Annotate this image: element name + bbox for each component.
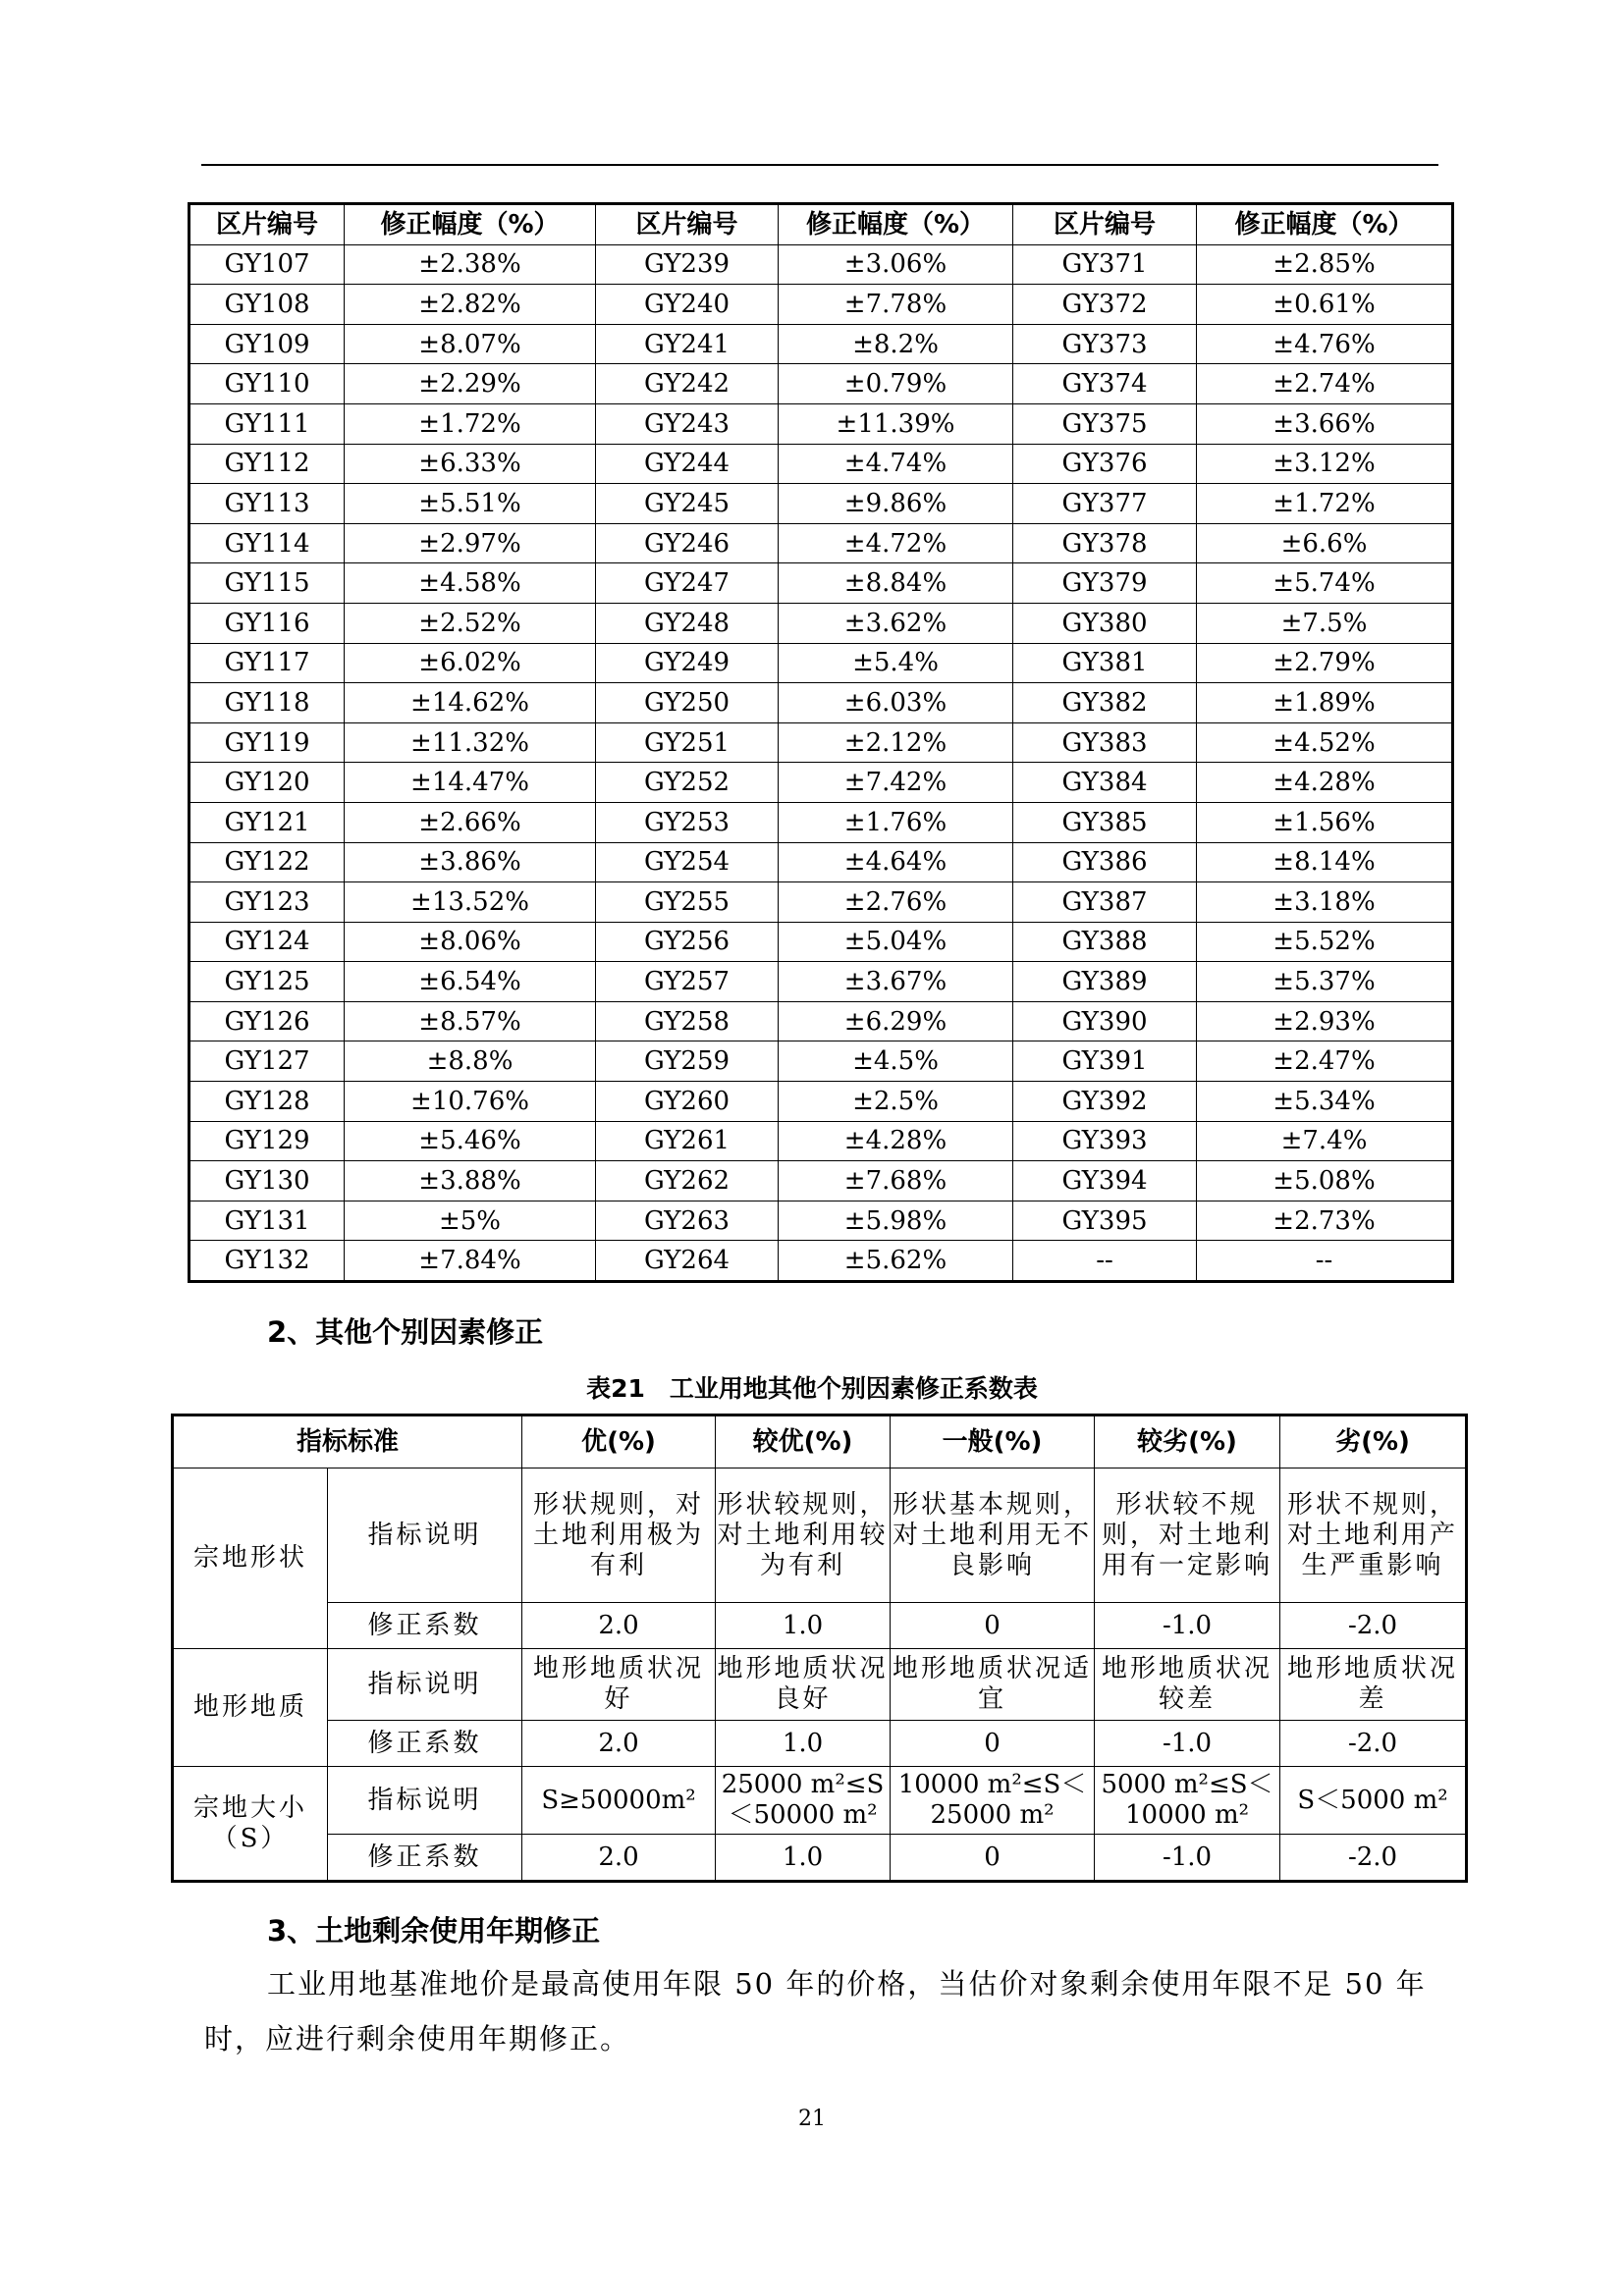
correction-range-cell: ±2.93% xyxy=(1197,1001,1453,1041)
correction-range-cell: ±5.52% xyxy=(1197,922,1453,962)
column-header-level: 较优(%) xyxy=(716,1415,891,1468)
zone-code-cell: GY248 xyxy=(596,603,779,643)
cell: 2.0 xyxy=(522,1835,716,1882)
correction-range-cell: ±5.74% xyxy=(1197,563,1453,604)
correction-range-cell: ±14.62% xyxy=(345,683,596,723)
correction-range-cell: ±8.8% xyxy=(345,1041,596,1082)
column-header-level: 较劣(%) xyxy=(1095,1415,1280,1468)
zone-code-cell: GY371 xyxy=(1013,244,1197,285)
cell: 10000 m²≤S＜25000 m² xyxy=(891,1767,1095,1835)
zone-code-cell: GY381 xyxy=(1013,643,1197,683)
zone-code-cell: GY127 xyxy=(189,1041,345,1082)
cell: 0 xyxy=(891,1721,1095,1767)
zone-code-cell: GY130 xyxy=(189,1161,345,1201)
zone-code-cell: GY256 xyxy=(596,922,779,962)
correction-range-cell: ±3.67% xyxy=(779,962,1013,1002)
zone-code-cell: GY258 xyxy=(596,1001,779,1041)
correction-range-cell: ±2.12% xyxy=(779,722,1013,763)
zone-code-cell: GY112 xyxy=(189,444,345,484)
zone-code-cell: GY244 xyxy=(596,444,779,484)
table-row xyxy=(189,484,1453,524)
zone-code-cell: GY108 xyxy=(189,285,345,325)
zone-code-cell: GY125 xyxy=(189,962,345,1002)
table-row xyxy=(189,763,1453,803)
table-header-row xyxy=(189,204,1453,245)
factor-name xyxy=(173,1767,328,1882)
zone-code-cell: GY257 xyxy=(596,962,779,1002)
cell: 2.0 xyxy=(522,1603,716,1649)
correction-range-cell: ±1.56% xyxy=(1197,802,1453,842)
zone-code-cell: GY377 xyxy=(1013,484,1197,524)
zone-code-cell: GY254 xyxy=(596,842,779,882)
table-row xyxy=(189,643,1453,683)
correction-range-cell: ±4.28% xyxy=(1197,763,1453,803)
zone-code-cell: GY395 xyxy=(1013,1201,1197,1241)
table-caption: 表21 工业用地其他个别因素修正系数表 xyxy=(586,1374,1038,1403)
table-row xyxy=(189,1161,1453,1201)
zone-code-cell: GY263 xyxy=(596,1201,779,1241)
correction-range-cell: ±4.52% xyxy=(1197,722,1453,763)
correction-range-cell: -- xyxy=(1197,1241,1453,1282)
zone-code-cell: GY245 xyxy=(596,484,779,524)
table-row xyxy=(189,922,1453,962)
zone-code-cell: GY383 xyxy=(1013,722,1197,763)
cell: 5000 m²≤S＜10000 m² xyxy=(1095,1767,1280,1835)
zone-code-cell: GY132 xyxy=(189,1241,345,1282)
correction-range-cell: ±5.51% xyxy=(345,484,596,524)
cell: -2.0 xyxy=(1280,1603,1467,1649)
cell: -1.0 xyxy=(1095,1603,1280,1649)
zone-code-cell: GY259 xyxy=(596,1041,779,1082)
correction-range-cell: ±6.02% xyxy=(345,643,596,683)
zone-code-cell: GY241 xyxy=(596,324,779,364)
row-label: 修正系数 xyxy=(328,1721,522,1767)
correction-range-cell: ±11.39% xyxy=(779,403,1013,444)
correction-range-cell: ±5.37% xyxy=(1197,962,1453,1002)
zone-code-cell: GY394 xyxy=(1013,1161,1197,1201)
cell: 形状不规则，对土地利用产生严重影响 xyxy=(1280,1468,1467,1603)
zone-code-cell: GY388 xyxy=(1013,922,1197,962)
column-header: 修正幅度（%） xyxy=(779,204,1013,245)
table-row xyxy=(189,444,1453,484)
correction-range-cell: ±4.5% xyxy=(779,1041,1013,1082)
zone-code-cell: GY374 xyxy=(1013,364,1197,404)
column-header-level: 一般(%) xyxy=(891,1415,1095,1468)
cell: 地形地质状况良好 xyxy=(716,1649,891,1721)
table-row xyxy=(189,1201,1453,1241)
zone-code-cell: GY111 xyxy=(189,403,345,444)
table-row xyxy=(189,523,1453,563)
row-label: 指标说明 xyxy=(328,1468,522,1603)
row-label: 指标说明 xyxy=(328,1649,522,1721)
correction-range-cell: ±8.07% xyxy=(345,324,596,364)
cell: 1.0 xyxy=(716,1721,891,1767)
cell: 地形地质状况差 xyxy=(1280,1649,1467,1721)
zone-code-cell: GY390 xyxy=(1013,1001,1197,1041)
zone-code-cell: GY264 xyxy=(596,1241,779,1282)
correction-range-cell: ±8.57% xyxy=(345,1001,596,1041)
table-row xyxy=(189,324,1453,364)
correction-range-cell: ±2.82% xyxy=(345,285,596,325)
table-body xyxy=(189,244,1453,1281)
table-row xyxy=(189,842,1453,882)
cell: -1.0 xyxy=(1095,1721,1280,1767)
correction-range-cell: ±6.29% xyxy=(779,1001,1013,1041)
zone-code-cell: GY114 xyxy=(189,523,345,563)
correction-range-cell: ±6.33% xyxy=(345,444,596,484)
zone-code-cell: GY115 xyxy=(189,563,345,604)
correction-range-cell: ±4.72% xyxy=(779,523,1013,563)
correction-range-cell: ±5% xyxy=(345,1201,596,1241)
factor-name-line: （S） xyxy=(211,1823,290,1853)
zone-code-cell: GY240 xyxy=(596,285,779,325)
correction-range-cell: ±5.98% xyxy=(779,1201,1013,1241)
correction-range-cell: ±6.6% xyxy=(1197,523,1453,563)
cell: 形状较不规则，对土地利用有一定影响 xyxy=(1095,1468,1280,1603)
correction-range-cell: ±2.79% xyxy=(1197,643,1453,683)
cell: 2.0 xyxy=(522,1721,716,1767)
column-header-indicator: 指标标准 xyxy=(173,1415,522,1468)
correction-range-cell: ±3.88% xyxy=(345,1161,596,1201)
zone-code-cell: GY123 xyxy=(189,882,345,923)
zone-code-cell: GY110 xyxy=(189,364,345,404)
zone-code-cell: GY373 xyxy=(1013,324,1197,364)
correction-range-cell: ±4.58% xyxy=(345,563,596,604)
correction-range-cell: ±2.97% xyxy=(345,523,596,563)
zone-code-cell: GY386 xyxy=(1013,842,1197,882)
table-row xyxy=(173,1835,1467,1882)
zone-code-cell: GY121 xyxy=(189,802,345,842)
correction-range-cell: ±2.66% xyxy=(345,802,596,842)
correction-range-cell: ±5.34% xyxy=(1197,1082,1453,1122)
zone-code-cell: GY242 xyxy=(596,364,779,404)
correction-range-cell: ±4.64% xyxy=(779,842,1013,882)
zone-code-cell: GY380 xyxy=(1013,603,1197,643)
table-row xyxy=(189,1241,1453,1282)
table-row xyxy=(173,1767,1467,1835)
zone-code-cell: GY392 xyxy=(1013,1082,1197,1122)
zone-code-cell: GY255 xyxy=(596,882,779,923)
correction-range-cell: ±1.72% xyxy=(345,403,596,444)
table-row xyxy=(189,603,1453,643)
cell: 地形地质状况较差 xyxy=(1095,1649,1280,1721)
correction-range-cell: ±3.86% xyxy=(345,842,596,882)
cell: 形状基本规则，对土地利用无不良影响 xyxy=(891,1468,1095,1603)
correction-range-cell: ±3.18% xyxy=(1197,882,1453,923)
section-heading: 3、土地剩余使用年期修正 xyxy=(267,1914,601,1948)
correction-range-cell: ±5.62% xyxy=(779,1241,1013,1282)
correction-range-cell: ±3.66% xyxy=(1197,403,1453,444)
zone-code-cell: GY128 xyxy=(189,1082,345,1122)
correction-range-cell: ±5.4% xyxy=(779,643,1013,683)
table-row xyxy=(189,882,1453,923)
column-header: 修正幅度（%） xyxy=(1197,204,1453,245)
column-header: 区片编号 xyxy=(1013,204,1197,245)
correction-range-cell: ±2.85% xyxy=(1197,244,1453,285)
correction-range-cell: ±7.5% xyxy=(1197,603,1453,643)
correction-range-cell: ±2.74% xyxy=(1197,364,1453,404)
zone-code-cell: GY260 xyxy=(596,1082,779,1122)
correction-range-table xyxy=(188,202,1454,1283)
table-row xyxy=(189,722,1453,763)
cell: 1.0 xyxy=(716,1603,891,1649)
zone-code-cell: GY372 xyxy=(1013,285,1197,325)
zone-code-cell: GY116 xyxy=(189,603,345,643)
cell: 地形地质状况好 xyxy=(522,1649,716,1721)
correction-range-cell: ±2.52% xyxy=(345,603,596,643)
correction-range-cell: ±2.29% xyxy=(345,364,596,404)
zone-code-cell: GY129 xyxy=(189,1121,345,1161)
table-header-row xyxy=(173,1415,1467,1468)
cell: S＜5000 m² xyxy=(1280,1767,1467,1835)
column-header: 区片编号 xyxy=(596,204,779,245)
factor-name: 宗地形状 xyxy=(173,1468,328,1649)
table-row xyxy=(189,364,1453,404)
zone-code-cell: GY375 xyxy=(1013,403,1197,444)
zone-code-cell: GY122 xyxy=(189,842,345,882)
zone-code-cell: -- xyxy=(1013,1241,1197,1282)
factor-name: 地形地质 xyxy=(173,1649,328,1767)
table-row xyxy=(189,1121,1453,1161)
table-row xyxy=(189,802,1453,842)
section-heading: 2、其他个别因素修正 xyxy=(267,1315,544,1349)
zone-code-cell: GY243 xyxy=(596,403,779,444)
zone-code-cell: GY378 xyxy=(1013,523,1197,563)
zone-code-cell: GY107 xyxy=(189,244,345,285)
zone-code-cell: GY384 xyxy=(1013,763,1197,803)
correction-range-cell: ±1.76% xyxy=(779,802,1013,842)
correction-range-cell: ±8.06% xyxy=(345,922,596,962)
table-row xyxy=(189,1082,1453,1122)
column-header: 区片编号 xyxy=(189,204,345,245)
column-header-level: 优(%) xyxy=(522,1415,716,1468)
correction-range-cell: ±7.42% xyxy=(779,763,1013,803)
zone-code-cell: GY261 xyxy=(596,1121,779,1161)
correction-range-cell: ±2.73% xyxy=(1197,1201,1453,1241)
table-row xyxy=(189,244,1453,285)
zone-code-cell: GY239 xyxy=(596,244,779,285)
correction-range-cell: ±3.12% xyxy=(1197,444,1453,484)
zone-code-cell: GY389 xyxy=(1013,962,1197,1002)
correction-range-cell: ±11.32% xyxy=(345,722,596,763)
cell: 形状规则，对土地利用极为有利 xyxy=(522,1468,716,1603)
cell: 0 xyxy=(891,1603,1095,1649)
zone-code-cell: GY109 xyxy=(189,324,345,364)
correction-range-cell: ±5.04% xyxy=(779,922,1013,962)
column-header: 修正幅度（%） xyxy=(345,204,596,245)
page-number: 21 xyxy=(798,2107,826,2131)
table-row xyxy=(189,563,1453,604)
correction-range-cell: ±4.74% xyxy=(779,444,1013,484)
table-row xyxy=(189,403,1453,444)
correction-range-cell: ±2.76% xyxy=(779,882,1013,923)
correction-range-cell: ±13.52% xyxy=(345,882,596,923)
correction-range-cell: ±7.78% xyxy=(779,285,1013,325)
correction-range-cell: ±5.08% xyxy=(1197,1161,1453,1201)
zone-code-cell: GY391 xyxy=(1013,1041,1197,1082)
zone-code-cell: GY250 xyxy=(596,683,779,723)
row-label: 指标说明 xyxy=(328,1767,522,1835)
zone-code-cell: GY246 xyxy=(596,523,779,563)
cell: 地形地质状况适宜 xyxy=(891,1649,1095,1721)
correction-range-cell: ±8.14% xyxy=(1197,842,1453,882)
row-label: 修正系数 xyxy=(328,1835,522,1882)
cell: -2.0 xyxy=(1280,1835,1467,1882)
cell: 0 xyxy=(891,1835,1095,1882)
zone-code-cell: GY249 xyxy=(596,643,779,683)
zone-code-cell: GY379 xyxy=(1013,563,1197,604)
correction-range-cell: ±5.46% xyxy=(345,1121,596,1161)
zone-code-cell: GY113 xyxy=(189,484,345,524)
cell: -2.0 xyxy=(1280,1721,1467,1767)
body-paragraph: 工业用地基准地价是最高使用年限 50 年的价格，当估价对象剩余使用年限不足 50 年时，应进行剩余使用年期修正。 xyxy=(204,1967,1427,2056)
zone-code-cell: GY131 xyxy=(189,1201,345,1241)
zone-code-cell: GY252 xyxy=(596,763,779,803)
zone-code-cell: GY124 xyxy=(189,922,345,962)
correction-range-cell: ±1.89% xyxy=(1197,683,1453,723)
table-row xyxy=(189,683,1453,723)
cell: 25000 m²≤S＜50000 m² xyxy=(716,1767,891,1835)
correction-range-cell: ±10.76% xyxy=(345,1082,596,1122)
correction-range-cell: ±8.84% xyxy=(779,563,1013,604)
correction-range-cell: ±4.76% xyxy=(1197,324,1453,364)
correction-range-cell: ±6.03% xyxy=(779,683,1013,723)
zone-code-cell: GY117 xyxy=(189,643,345,683)
zone-code-cell: GY385 xyxy=(1013,802,1197,842)
zone-code-cell: GY262 xyxy=(596,1161,779,1201)
table-row xyxy=(173,1603,1467,1649)
zone-code-cell: GY253 xyxy=(596,802,779,842)
table-row xyxy=(189,1001,1453,1041)
zone-code-cell: GY387 xyxy=(1013,882,1197,923)
cell: 1.0 xyxy=(716,1835,891,1882)
table-row xyxy=(173,1721,1467,1767)
zone-code-cell: GY382 xyxy=(1013,683,1197,723)
zone-code-cell: GY120 xyxy=(189,763,345,803)
correction-range-cell: ±6.54% xyxy=(345,962,596,1002)
correction-range-cell: ±2.38% xyxy=(345,244,596,285)
correction-range-cell: ±7.4% xyxy=(1197,1121,1453,1161)
cell: 形状较规则，对土地利用较为有利 xyxy=(716,1468,891,1603)
correction-range-cell: ±3.06% xyxy=(779,244,1013,285)
table-row xyxy=(189,962,1453,1002)
header-rule xyxy=(201,164,1438,166)
zone-code-cell: GY393 xyxy=(1013,1121,1197,1161)
correction-range-cell: ±2.47% xyxy=(1197,1041,1453,1082)
row-label: 修正系数 xyxy=(328,1603,522,1649)
factor-coefficient-table xyxy=(171,1414,1468,1883)
correction-range-cell: ±2.5% xyxy=(779,1082,1013,1122)
factor-name-line: 宗地大小 xyxy=(192,1792,307,1823)
zone-code-cell: GY126 xyxy=(189,1001,345,1041)
zone-code-cell: GY119 xyxy=(189,722,345,763)
correction-range-cell: ±0.61% xyxy=(1197,285,1453,325)
cell: -1.0 xyxy=(1095,1835,1280,1882)
correction-range-cell: ±8.2% xyxy=(779,324,1013,364)
cell: S≥50000m² xyxy=(522,1767,716,1835)
correction-range-cell: ±3.62% xyxy=(779,603,1013,643)
table-row xyxy=(173,1468,1467,1603)
table-row xyxy=(173,1649,1467,1721)
correction-range-cell: ±14.47% xyxy=(345,763,596,803)
correction-range-cell: ±1.72% xyxy=(1197,484,1453,524)
correction-range-cell: ±9.86% xyxy=(779,484,1013,524)
correction-range-cell: ±7.84% xyxy=(345,1241,596,1282)
column-header-level: 劣(%) xyxy=(1280,1415,1467,1468)
zone-code-cell: GY247 xyxy=(596,563,779,604)
zone-code-cell: GY376 xyxy=(1013,444,1197,484)
table-row xyxy=(189,285,1453,325)
zone-code-cell: GY118 xyxy=(189,683,345,723)
correction-range-cell: ±4.28% xyxy=(779,1121,1013,1161)
correction-range-cell: ±7.68% xyxy=(779,1161,1013,1201)
correction-range-cell: ±0.79% xyxy=(779,364,1013,404)
table-row xyxy=(189,1041,1453,1082)
zone-code-cell: GY251 xyxy=(596,722,779,763)
